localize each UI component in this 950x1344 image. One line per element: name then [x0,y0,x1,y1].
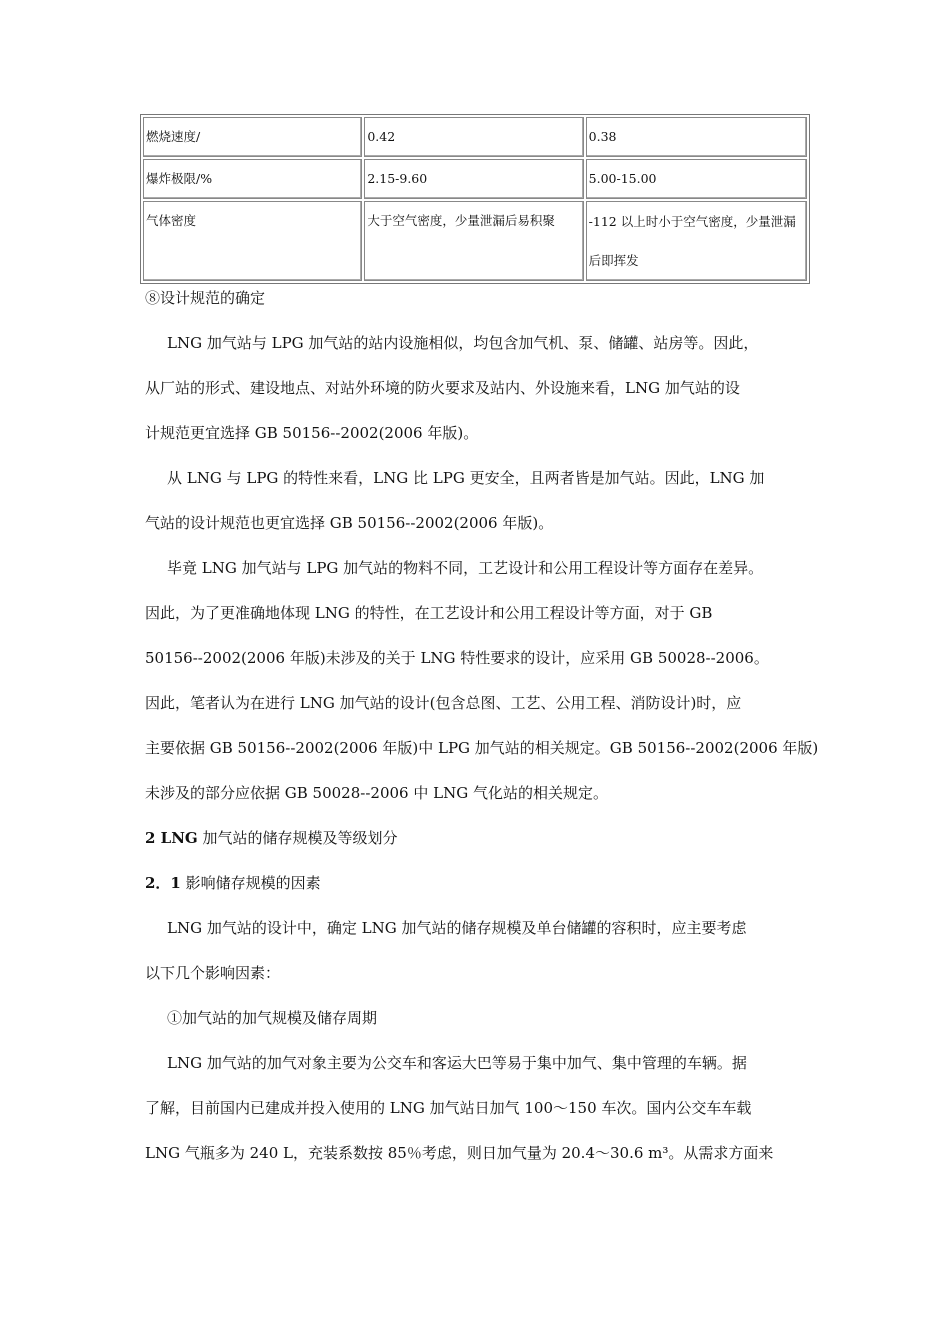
table-row [143,159,807,199]
text-line: 主要依据 GB 50156--2002(2006 年版)中 LPG 加气站的相关规定。GB 50156--2002(2006 年版) [145,739,819,757]
paragraph-1 [145,321,810,456]
text-line: LNG 加气站的设计中，确定 LNG 加气站的储存规模及单台储罐的容积时，应主要考虑 [167,919,747,937]
table-cell: 气体密度 [143,201,362,281]
section-2-1-heading [145,861,810,906]
body-text [145,276,819,1176]
table-cell: 燃烧速度/ [143,117,362,157]
text-line: 了解，目前国内已建成并投入使用的 LNG 加气站日加气 100～150 车次。国内公交车车载 [145,1099,752,1117]
text-line: 50156--2002(2006 年版)未涉及的关于 LNG 特性要求的设计，应采用 GB 50028--2006。 [145,649,769,667]
text-line: 因此，为了更准确地体现 LNG 的特性，在工艺设计和公用工程设计等方面，对于 GB [145,604,713,622]
section-title: 影响储存规模的因素 [180,874,321,892]
text-line: 气站的设计规范也更宜选择 GB 50156--2002(2006 年版)。 [145,514,554,532]
table-cell: -112 以上时小于空气密度，少量泄漏后即挥发 [586,201,807,281]
table-cell: 5.00-15.00 [586,159,807,199]
text-line: 毕竟 LNG 加气站与 LPG 加气站的物料不同，工艺设计和公用工程设计等方面存在差异。 [167,559,764,577]
item-8-title: ⑧设计规范的确定 [145,289,266,307]
table-cell: 0.38 [586,117,807,157]
text-line: 以下几个影响因素： [145,964,281,982]
paragraph-4 [145,906,810,996]
table-cell: 0.42 [364,117,583,157]
text-line: LNG 气瓶多为 240 L，充装系数按 85％考虑，则日加气量为 20.4～30.6 m³。从需求方面来 [145,1144,774,1162]
properties-table [140,114,810,284]
item-1-title: ①加气站的加气规模及储存周期 [167,1009,378,1027]
paragraph-5 [145,1041,810,1176]
paragraph-3 [145,546,819,816]
section-number: 2 LNG [145,829,198,847]
text-line: 未涉及的部分应依据 GB 50028--2006 中 LNG 气化站的相关规定。 [145,784,608,802]
section-2-heading [145,816,810,861]
text-line: LNG 加气站与 LPG 加气站的站内设施相似，均包含加气机、泵、储罐、站房等。因此， [167,334,759,352]
table-row [143,117,807,157]
table-cell: 爆炸极限/% [143,159,362,199]
text-line: LNG 加气站的加气对象主要为公交车和客运大巴等易于集中加气、集中管理的车辆。据 [167,1054,747,1072]
section-number: 2．1 [145,874,181,892]
section-title: 加气站的储存规模及等级划分 [197,829,398,847]
text-line: 从 LNG 与 LPG 的特性来看，LNG 比 LPG 更安全，且两者皆是加气站。因此，LNG 加 [167,469,765,487]
table-cell: 2.15-9.60 [364,159,583,199]
text-line: 从厂站的形式、建设地点、对站外环境的防火要求及站内、外设施来看，LNG 加气站的设 [145,379,740,397]
text-line: 计规范更宜选择 GB 50156--2002(2006 年版)。 [145,424,479,442]
table-cell: 大于空气密度，少量泄漏后易积聚 [364,201,583,281]
table-row [143,201,807,281]
paragraph-2 [145,456,810,546]
text-line: 因此，笔者认为在进行 LNG 加气站的设计(包含总图、工艺、公用工程、消防设计)时，应 [145,694,742,712]
